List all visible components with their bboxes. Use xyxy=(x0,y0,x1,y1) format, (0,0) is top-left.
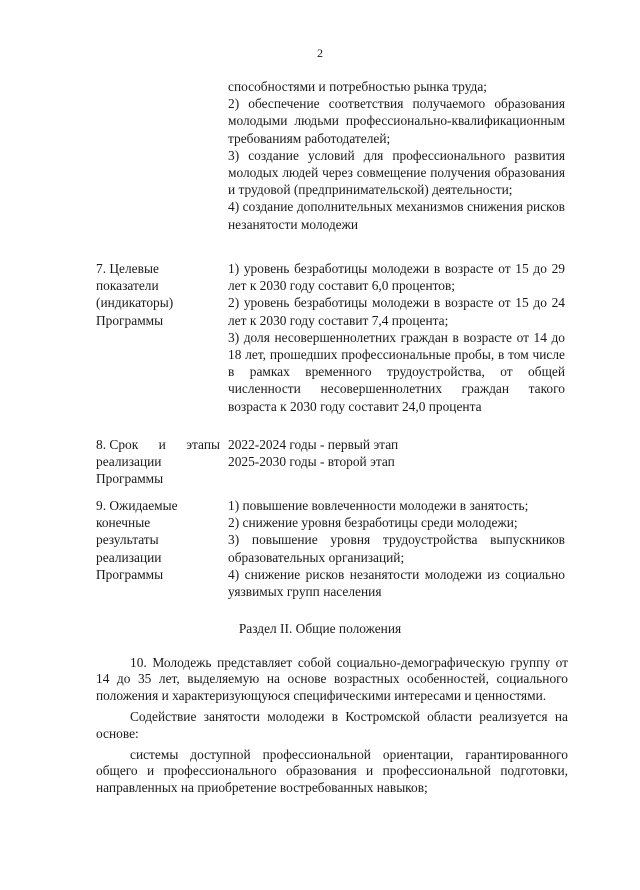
paragraph: системы доступной профессиональной ориентации, гарантированного общего и профессионального образования и профессиональной подготовки, направленных на приобретение востребованных навыков; xyxy=(96,747,568,795)
row-label-line: 9. Ожидаемые xyxy=(96,498,178,513)
page-number: 2 xyxy=(317,46,323,60)
row-label-word: и xyxy=(158,437,166,452)
row-label-line: реализации xyxy=(96,549,162,565)
row-value xyxy=(228,260,565,415)
row-value-item: 1) повышение вовлеченности молодежи в занятость; xyxy=(228,498,529,513)
row-label-word: этапы xyxy=(186,437,220,452)
row-label-line: (индикаторы) xyxy=(96,295,174,311)
row-label-line: Программы xyxy=(96,566,164,582)
row-value-item: 4) снижение рисков незанятости молодежи из социально уязвимых групп населения xyxy=(228,566,565,600)
row-value xyxy=(228,436,565,470)
row-label-word: 8. Срок xyxy=(96,437,139,452)
continuation-item: 3) создание условий для профессионального развития молодых людей через совмещение получения образования и трудовой (предпринимательской) деятельности; xyxy=(228,147,565,198)
row-value xyxy=(228,497,565,600)
row-label-line xyxy=(96,436,220,453)
paragraph: Содействие занятости молодежи в Костромской области реализуется на основе: xyxy=(96,709,568,741)
continuation-block xyxy=(228,78,565,233)
row-value-item: 1) уровень безработицы молодежи в возрасте от 15 до 29 лет к 2030 году составит 6,0 процентов; xyxy=(228,261,565,294)
body-text xyxy=(96,655,568,801)
paragraph: 10. Молодежь представляет собой социально-демографическую группу от 14 до 35 лет, выделяемую на основе возрастных особенностей, социального положения и характеризующуюся специфическими интересами и ценностями. xyxy=(96,655,568,703)
row-value-item: 3) повышение уровня трудоустройства выпускников образовательных организаций; xyxy=(228,532,565,565)
continuation-item: 4) создание дополнительных механизмов снижения рисков незанятости молодежи xyxy=(228,199,565,232)
row-label-line: 7. Целевые xyxy=(96,261,159,276)
row-label-line: показатели xyxy=(96,278,159,294)
row-value-item: 2022-2024 годы - первый этап xyxy=(228,437,399,452)
row-label xyxy=(96,436,222,488)
row-label xyxy=(96,260,222,329)
row-label-line: результаты xyxy=(96,532,159,548)
continuation-item: 2) обеспечение соответствия получаемого образования молодыми людьми профессионально-квалификационным требованиям работодателей; xyxy=(228,96,565,146)
row-label-line: Программы xyxy=(96,312,164,328)
row-value-item: 3) доля несовершеннолетних граждан в возрасте от 14 до 18 лет, прошедших профессиональные пробы, в том числе в рамках временного трудоустройства, от общей численности несовершеннолетних граждан такого возраста к 2030 году составит 24,0 процента xyxy=(228,329,565,414)
row-label-line: реализации xyxy=(96,454,162,470)
continuation-item: способностями и потребностью рынка труда; xyxy=(228,79,487,94)
row-label-line: Программы xyxy=(96,471,164,487)
row-label xyxy=(96,497,222,583)
row-label-line: конечные xyxy=(96,515,151,531)
row-value-item: 2) уровень безработицы молодежи в возрасте от 15 до 24 лет к 2030 году составит 7,4 процента; xyxy=(228,295,565,328)
section-heading: Раздел II. Общие положения xyxy=(238,621,402,636)
row-value-item: 2) снижение уровня безработицы среди молодежи; xyxy=(228,515,518,531)
row-value-item: 2025-2030 годы - второй этап xyxy=(228,454,395,470)
